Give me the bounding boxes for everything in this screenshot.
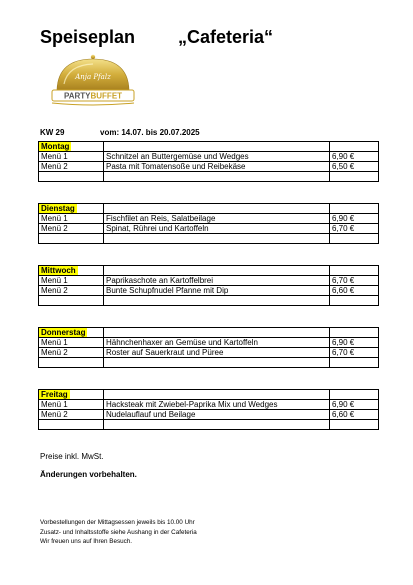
changes-note: Änderungen vorbehalten.	[40, 470, 137, 479]
menu-label: Menü 2	[39, 286, 104, 296]
empty-cell	[330, 266, 379, 276]
table-row	[39, 400, 379, 410]
notes-block	[40, 452, 137, 479]
dish-name: Spinat, Rührei und Kartoffeln	[104, 224, 330, 234]
price-note: Preise inkl. MwSt.	[40, 452, 104, 461]
empty-cell	[330, 204, 379, 214]
price: 6,70 €	[330, 224, 379, 234]
table-row	[39, 286, 379, 296]
empty-cell	[104, 142, 330, 152]
day-header-row	[39, 204, 379, 214]
svg-text:PARTYBUFFET	[64, 92, 122, 101]
day-header-cell	[39, 142, 104, 152]
empty-cell	[104, 328, 330, 338]
empty-row	[39, 172, 379, 182]
empty-cell	[104, 266, 330, 276]
dish-name: Hähnchenhaxer an Gemüse und Kartoffeln	[104, 338, 330, 348]
empty-row	[39, 420, 379, 430]
day-header-cell	[39, 266, 104, 276]
menu-label: Menü 2	[39, 410, 104, 420]
table-row	[39, 348, 379, 358]
table-row	[39, 410, 379, 420]
menu-label: Menü 1	[39, 400, 104, 410]
table-row	[39, 152, 379, 162]
day-header-row	[39, 266, 379, 276]
title-speiseplan: Speiseplan	[40, 27, 136, 47]
day-name: Donnerstag	[41, 328, 86, 337]
footer-line-additives: Zusatz- und Inhaltsstoffe siehe Aushang in der Cafeteria	[40, 528, 197, 536]
dish-name: Pasta mit Tomatensoße und Reibekäse	[104, 162, 330, 172]
empty-cell	[104, 204, 330, 214]
menu-label: Menü 1	[39, 152, 104, 162]
dish-name: Fischfilet an Reis, Salatbeilage	[104, 214, 330, 224]
logo-brand-party: PARTY	[63, 91, 91, 101]
dish-name: Nudelauflauf und Beilage	[104, 410, 330, 420]
day-header-cell	[39, 204, 104, 214]
table-row	[39, 214, 379, 224]
menu-label: Menü 2	[39, 348, 104, 358]
empty-row	[39, 358, 379, 368]
dish-name: Bunte Schupfnudel Pfanne mit Dip	[104, 286, 330, 296]
menu-label: Menü 2	[39, 224, 104, 234]
empty-cell	[104, 390, 330, 400]
table-row	[39, 224, 379, 234]
empty-cell	[330, 328, 379, 338]
day-table-donnerstag	[38, 327, 379, 368]
logo-script-text: Anja Pfalz	[75, 73, 111, 81]
table-row	[39, 338, 379, 348]
menu-label: Menü 1	[39, 276, 104, 286]
price: 6,50 €	[330, 162, 379, 172]
empty-cell	[330, 390, 379, 400]
day-table-mittwoch	[38, 265, 379, 306]
footer-block	[40, 518, 197, 547]
menu-label: Menü 1	[39, 214, 104, 224]
price: 6,60 €	[330, 410, 379, 420]
table-row	[39, 276, 379, 286]
day-header-cell	[39, 328, 104, 338]
week-number: KW 29	[40, 128, 65, 137]
menu-label: Menü 2	[39, 162, 104, 172]
day-name: Freitag	[41, 390, 68, 399]
dish-name: Hacksteak mit Zwiebel-Paprika Mix und Wedges	[104, 400, 330, 410]
price: 6,90 €	[330, 400, 379, 410]
party-buffet-logo	[50, 54, 136, 108]
dish-name: Schnitzel an Buttergemüse und Wedges	[104, 152, 330, 162]
footer-line-preorder: Vorbestellungen der Mittagsessen jeweils bis 10.00 Uhr	[40, 519, 195, 526]
price: 6,60 €	[330, 286, 379, 296]
logo-brand-buffet: BUFFET	[90, 91, 123, 101]
price: 6,90 €	[330, 152, 379, 162]
footer-line-welcome: Wir freuen uns auf Ihren Besuch.	[40, 538, 133, 546]
price: 6,70 €	[330, 276, 379, 286]
day-header-cell	[39, 390, 104, 400]
day-table-montag	[38, 141, 379, 182]
dish-name: Paprikaschote an Kartoffelbrei	[104, 276, 330, 286]
menu-label: Menü 1	[39, 338, 104, 348]
day-name: Dienstag	[41, 204, 75, 213]
price: 6,90 €	[330, 214, 379, 224]
table-row	[39, 162, 379, 172]
day-name: Mittwoch	[41, 266, 76, 275]
price: 6,90 €	[330, 338, 379, 348]
day-table-dienstag	[38, 203, 379, 244]
day-header-row	[39, 142, 379, 152]
day-header-row	[39, 390, 379, 400]
week-range: vom: 14.07. bis 20.07.2025	[100, 128, 200, 137]
dish-name: Roster auf Sauerkraut und Püree	[104, 348, 330, 358]
price: 6,70 €	[330, 348, 379, 358]
day-name: Montag	[41, 142, 70, 151]
empty-cell	[330, 142, 379, 152]
empty-row	[39, 234, 379, 244]
day-header-row	[39, 328, 379, 338]
day-table-freitag	[38, 389, 379, 430]
empty-row	[39, 296, 379, 306]
title-cafeteria: „Cafeteria“	[178, 27, 274, 47]
